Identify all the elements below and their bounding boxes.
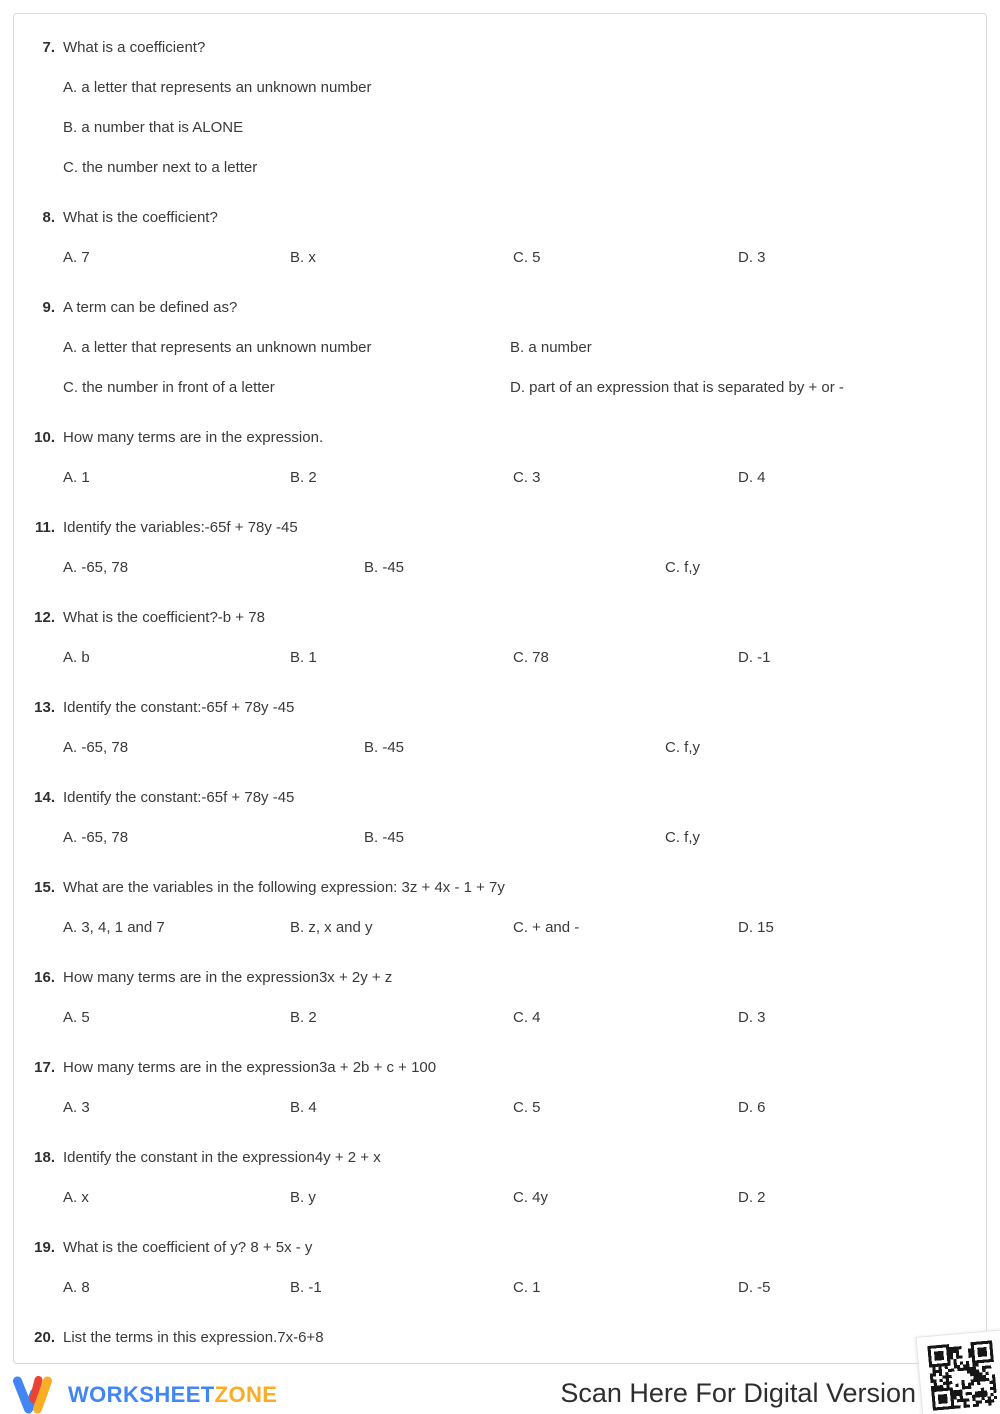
answer-option: A. b bbox=[63, 649, 90, 666]
option-row bbox=[63, 647, 978, 669]
option-row bbox=[63, 1277, 978, 1299]
answer-option: B. 4 bbox=[290, 1099, 317, 1116]
qr-code-card bbox=[915, 1329, 1000, 1414]
answer-option: A. 3, 4, 1 and 7 bbox=[63, 919, 165, 936]
option-row bbox=[63, 737, 978, 759]
option-row bbox=[63, 117, 978, 139]
answer-option: B. a number that is ALONE bbox=[63, 119, 244, 136]
question-number: 17. bbox=[34, 1059, 55, 1076]
option-row bbox=[63, 1007, 978, 1029]
qr-code bbox=[927, 1340, 997, 1410]
question-number: 11. bbox=[34, 519, 55, 536]
question-text: Identify the constant:-65f + 78y -45 bbox=[63, 789, 295, 806]
option-row bbox=[63, 827, 978, 849]
answer-option: D. 15 bbox=[738, 919, 774, 936]
question-text: A term can be defined as? bbox=[63, 299, 238, 316]
answer-option: A. 5 bbox=[63, 1009, 90, 1026]
brand-name bbox=[68, 1382, 277, 1408]
option-row bbox=[63, 247, 978, 269]
answer-option: B. -45 bbox=[364, 739, 405, 756]
question-text: How many terms are in the expression3a + 2b + c + 100 bbox=[63, 1059, 437, 1076]
question-text: How many terms are in the expression3x + 2y + z bbox=[63, 969, 393, 986]
answer-option: C. 1 bbox=[513, 1279, 541, 1296]
answer-option: B. z, x and y bbox=[290, 919, 373, 936]
answer-option: C. f,y bbox=[665, 829, 701, 846]
answer-option: A. a letter that represents an unknown number bbox=[63, 79, 372, 96]
answer-option: A. 1 bbox=[63, 469, 90, 486]
answer-option: B. -45 bbox=[364, 829, 405, 846]
answer-option: B. 2 bbox=[290, 469, 317, 486]
answer-option: A. x bbox=[63, 1189, 89, 1206]
answer-option: A. -65, 78 bbox=[63, 829, 129, 846]
answer-option: C. 4 bbox=[513, 1009, 541, 1026]
question-number: 9. bbox=[42, 299, 55, 316]
question-number: 13. bbox=[34, 699, 55, 716]
answer-option: D. 3 bbox=[738, 1009, 766, 1026]
answer-option: D. part of an expression that is separated by + or - bbox=[510, 379, 844, 396]
answer-option: A. 7 bbox=[63, 249, 90, 266]
question-number: 14. bbox=[34, 789, 55, 806]
answer-option: B. -1 bbox=[290, 1279, 322, 1296]
questions-container bbox=[13, 13, 987, 1364]
answer-option: B. 2 bbox=[290, 1009, 317, 1026]
answer-option: B. a number bbox=[510, 339, 592, 356]
answer-option: D. 3 bbox=[738, 249, 766, 266]
answer-option: D. 2 bbox=[738, 1189, 766, 1206]
question-number: 20. bbox=[34, 1329, 55, 1346]
question-text: What is the coefficient? bbox=[63, 209, 218, 226]
answer-option: D. 6 bbox=[738, 1099, 766, 1116]
option-row bbox=[63, 77, 978, 99]
option-row bbox=[63, 157, 978, 179]
question-number: 16. bbox=[34, 969, 55, 986]
answer-option: B. y bbox=[290, 1189, 316, 1206]
answer-option: A. -65, 78 bbox=[63, 739, 129, 756]
question-number: 19. bbox=[34, 1239, 55, 1256]
answer-option: C. 5 bbox=[513, 249, 541, 266]
answer-option: A. a letter that represents an unknown number bbox=[63, 339, 372, 356]
question-text: What is a coefficient? bbox=[63, 39, 206, 56]
answer-option: C. f,y bbox=[665, 559, 701, 576]
question-text: Identify the variables:-65f + 78y -45 bbox=[63, 519, 298, 536]
question-number: 7. bbox=[42, 39, 55, 56]
option-row bbox=[63, 917, 978, 939]
option-row bbox=[63, 1097, 978, 1119]
answer-option: B. 1 bbox=[290, 649, 317, 666]
answer-option: D. -1 bbox=[738, 649, 771, 666]
question-number: 12. bbox=[34, 609, 55, 626]
question-text: How many terms are in the expression. bbox=[63, 429, 324, 446]
question-text: Identify the constant in the expression4y + 2 + x bbox=[63, 1149, 381, 1166]
answer-option: C. + and - bbox=[513, 919, 580, 936]
question-text: What is the coefficient of y? 8 + 5x - y bbox=[63, 1239, 313, 1256]
answer-option: C. 4y bbox=[513, 1189, 549, 1206]
answer-option: C. 78 bbox=[513, 649, 549, 666]
question-text: List the terms in this expression.7x-6+8 bbox=[63, 1329, 324, 1346]
brand-name-worksheet: WORKSHEET bbox=[68, 1382, 215, 1407]
option-row bbox=[63, 1187, 978, 1209]
option-row bbox=[63, 337, 978, 359]
answer-option: A. 3 bbox=[63, 1099, 90, 1116]
answer-option: D. 4 bbox=[738, 469, 766, 486]
question-text: Identify the constant:-65f + 78y -45 bbox=[63, 699, 295, 716]
question-number: 15. bbox=[34, 879, 55, 896]
scan-here-text: Scan Here For Digital Version bbox=[560, 1378, 916, 1408]
answer-option: C. the number next to a letter bbox=[63, 159, 258, 176]
question-number: 10. bbox=[34, 429, 55, 446]
answer-option: C. 5 bbox=[513, 1099, 541, 1116]
question-number: 8. bbox=[42, 209, 55, 226]
brand-name-zone: ZONE bbox=[214, 1382, 278, 1407]
question-text: What is the coefficient?-b + 78 bbox=[63, 609, 265, 626]
answer-option: B. -45 bbox=[364, 559, 405, 576]
question-number: 18. bbox=[34, 1149, 55, 1166]
answer-option: A. 8 bbox=[63, 1279, 90, 1296]
answer-option: A. -65, 78 bbox=[63, 559, 129, 576]
answer-option: D. -5 bbox=[738, 1279, 771, 1296]
answer-option: C. f,y bbox=[665, 739, 701, 756]
answer-option: B. x bbox=[290, 249, 316, 266]
brand-logo bbox=[12, 1375, 277, 1414]
question-text: What are the variables in the following expression: 3z + 4x - 1 + 7y bbox=[63, 879, 505, 896]
worksheetzone-w-icon bbox=[12, 1376, 59, 1414]
option-row bbox=[63, 377, 978, 399]
option-row bbox=[63, 467, 978, 489]
option-row bbox=[63, 557, 978, 579]
answer-option: C. the number in front of a letter bbox=[63, 379, 275, 396]
answer-option: C. 3 bbox=[513, 469, 541, 486]
